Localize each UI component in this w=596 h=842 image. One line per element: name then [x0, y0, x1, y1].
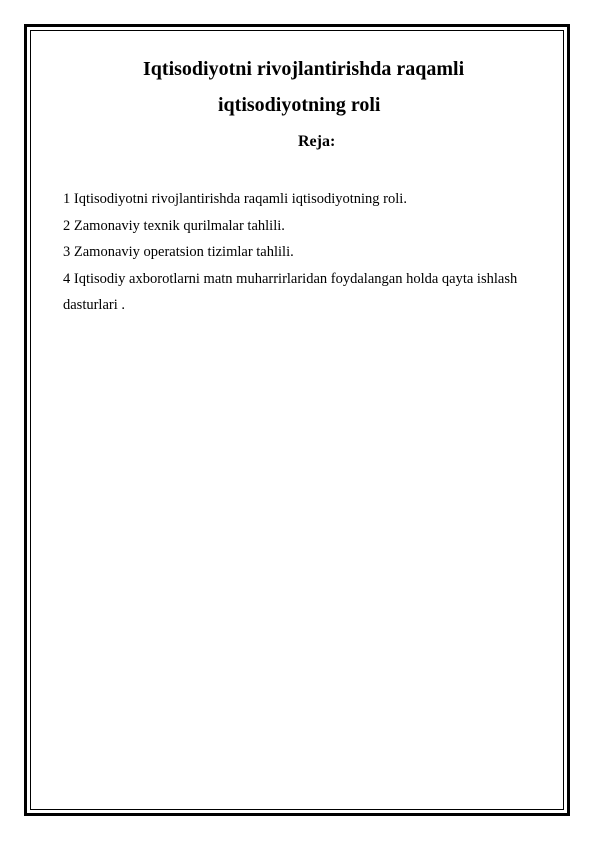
plan-item: 3 Zamonaviy operatsion tizimlar tahlili. — [63, 244, 294, 260]
plan-item: 1 Iqtisodiyotni rivojlantirishda raqamli iqtisodiyotning roli. — [63, 191, 407, 207]
page-border-inner — [30, 30, 564, 810]
plan-item: 2 Zamonaviy texnik qurilmalar tahlili. — [63, 217, 285, 234]
document-title-line-1: Iqtisodiyotni rivojlantirishda raqamli — [143, 58, 465, 80]
plan-item: 4 Iqtisodiy axborotlarni matn muharrirlaridan foydalangan holda qayta ishlash dasturlari . — [63, 270, 518, 313]
document-title-line-2: iqtisodiyotning roli — [218, 94, 381, 116]
plan-heading: Reja: — [298, 133, 336, 150]
plan-list — [63, 186, 543, 319]
